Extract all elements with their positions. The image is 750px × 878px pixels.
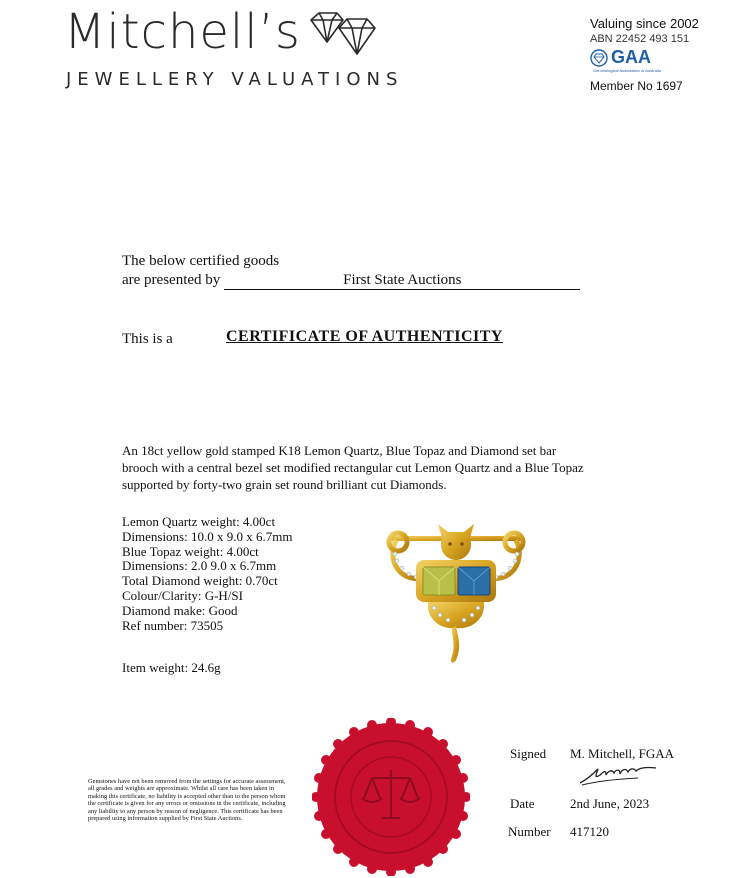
abn-number: ABN 22452 493 151 (590, 33, 690, 45)
certificate-prefix: This is a (122, 331, 173, 347)
spec-line: Blue Topaz weight: 4.00ct (122, 543, 259, 559)
valuing-since: Valuing since 2002 (590, 16, 699, 31)
spec-line: Dimensions: 2.0 9.0 x 6.7mm (122, 558, 277, 574)
wax-seal-icon (312, 718, 470, 876)
signed-value: M. Mitchell, FGAA (570, 746, 674, 761)
spec-line: Dimensions: 10.0 x 9.0 x 6.7mm (122, 528, 293, 544)
diamond-logo-icon (305, 10, 385, 58)
intro-line-1: The below certified goods (122, 253, 280, 269)
intro-line-2 (122, 271, 580, 290)
number-value: 417120 (570, 824, 609, 839)
item-description: An 18ct yellow gold stamped K18 Lemon Quartz, Blue Topaz and Diamond set bar brooch with a central bezel set modified rectangular cut Lemon Quartz and a Blue Topaz supported by forty-two grain set round brilliant cut Diamonds. (122, 443, 584, 492)
spec-line: Total Diamond weight: 0.70ct (122, 573, 278, 589)
spec-line: Colour/Clarity: G-H/SI (122, 587, 243, 603)
date-label: Date (510, 796, 535, 811)
brooch-image (382, 520, 530, 670)
gaa-tagline: Gemmological Association of Australia (593, 68, 661, 73)
signed-label: Signed (510, 746, 547, 761)
presented-by-label: are presented by (122, 272, 221, 288)
signature-image (578, 765, 658, 787)
spec-line: Lemon Quartz weight: 4.00ct (122, 514, 276, 529)
gaa-logo (590, 47, 740, 68)
spec-line: Diamond make: Good (122, 602, 238, 618)
brand-name: Mitchell’s (64, 4, 301, 60)
header-credentials (590, 16, 740, 93)
certificate-title: CERTIFICATE OF AUTHENTICITY (226, 328, 503, 345)
disclaimer-text: Gemstones have not been removed from the settings for accurate assessment, all grades and weights are approximate. Whilst all care has been taken in making this certificate, no liability is accepted other than to the person whom the certificate is given for any errors or omissions in the certificate, including any liability to any person by reason of negligence. This certificate has been prepared using information supplied by First State Auctions. (88, 778, 286, 823)
member-number: Member No 1697 (590, 79, 683, 93)
brand-subtitle: JEWELLERY VALUATIONS (66, 69, 404, 90)
spec-line: Ref number: 73505 (122, 617, 224, 633)
gaa-emblem-icon (590, 49, 608, 67)
presenter-name: First State Auctions (224, 272, 580, 290)
gaa-logo-text: GAA (611, 47, 651, 67)
specs-list (122, 515, 292, 633)
item-weight: Item weight: 24.6g (122, 660, 221, 675)
number-label: Number (508, 824, 551, 839)
date-value: 2nd June, 2023 (570, 796, 650, 811)
